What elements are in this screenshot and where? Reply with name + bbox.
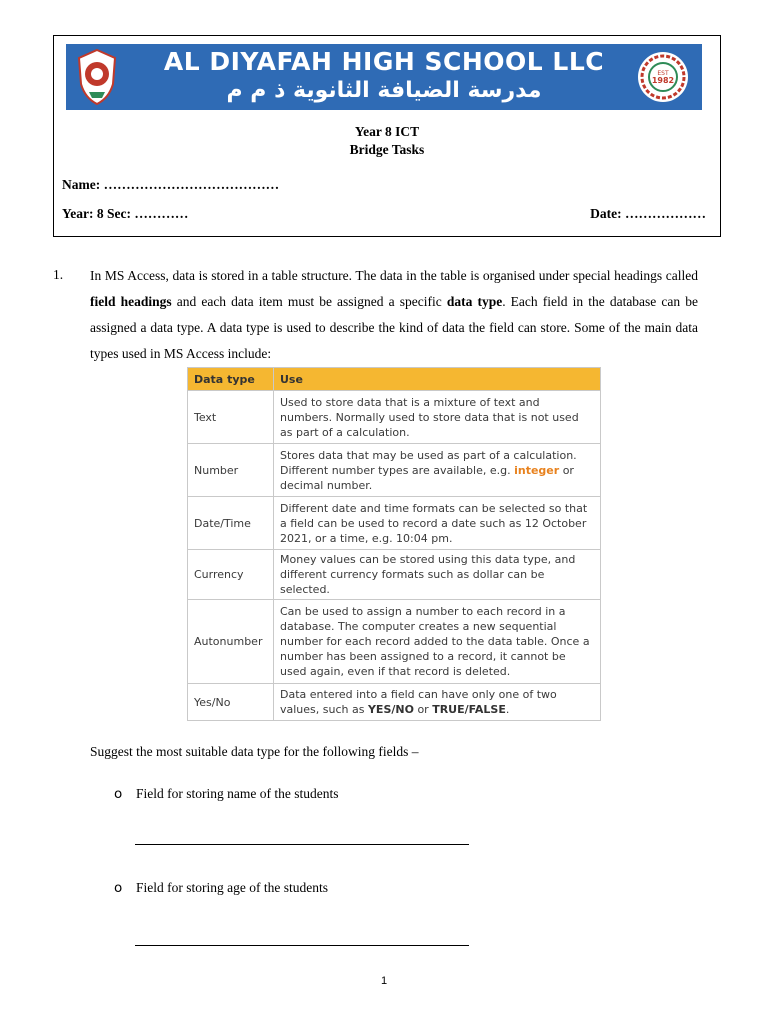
use-text: Data entered into a field can have only one of two values, such as [280, 688, 557, 716]
table-row [188, 600, 601, 684]
title-line-2: Bridge Tasks [349, 142, 425, 157]
use-cell: Different date and time formats can be selected so that a field can be used to record a date such as 12 October 2021, or a time, e.g. 10:04 pm. [274, 497, 601, 550]
table-row [188, 684, 601, 721]
use-text: Stores data that may be used as part of a calculation. Different number types are available, e.g. [280, 448, 577, 477]
school-name-arabic: مدرسة الضيافة الثانوية ذ م م [226, 78, 542, 103]
question-bold-field-headings: field headings [90, 294, 172, 309]
question-text-part2: and each data item must be assigned a specific [171, 294, 447, 309]
answer-line-1[interactable] [135, 844, 469, 845]
question-number: 1. [53, 267, 64, 282]
type-cell: Text [188, 391, 274, 444]
type-cell: Number [188, 444, 274, 497]
logo-est-text: EST [657, 70, 669, 77]
header-box [53, 35, 721, 237]
use-cell: Can be used to assign a number to each record in a database. The computer creates a new sequential number for each record added to the data table. Once a number has been assigned to a record, it cannot be used again, even if that record is deleted. [274, 600, 601, 684]
type-cell: Autonumber [188, 600, 274, 684]
highlight-integer: integer [514, 463, 560, 477]
date-field: Date: ……………… [590, 206, 706, 221]
answer-line-2[interactable] [135, 945, 469, 946]
question-bold-data-type: data type [446, 294, 503, 309]
table-header-row [188, 368, 601, 391]
bullet-icon: o [114, 786, 123, 802]
use-text: . [505, 703, 510, 716]
page-number: 1 [380, 975, 388, 987]
use-cell: Money values can be stored using this data type, and different currency formats such as dollar can be selected. [274, 550, 601, 600]
table-row [188, 391, 601, 444]
use-text: or [413, 703, 433, 716]
table-row [188, 497, 601, 550]
school-banner [66, 44, 702, 110]
title-line-1: Year 8 ICT [354, 124, 420, 139]
use-cell: Used to store data that is a mixture of text and numbers. Normally used to store data that is not used as part of a calculation. [274, 391, 601, 444]
table-row [188, 550, 601, 600]
item-student-name: Field for storing name of the students [136, 786, 339, 801]
school-name-english: AL DIYAFAH HIGH SCHOOL LLC [163, 47, 605, 76]
header-data-type: Data type [188, 368, 274, 391]
question-paragraph [90, 263, 698, 367]
item-student-age: Field for storing age of the students [136, 880, 328, 895]
type-cell: Date/Time [188, 497, 274, 550]
bold-yes-no: YES/NO [367, 703, 414, 716]
year-section-field: Year: 8 Sec: ………… [62, 206, 189, 221]
use-cell [274, 444, 601, 497]
table-row [188, 444, 601, 497]
logo-year-text: 1982 [651, 76, 675, 85]
bullet-icon: o [114, 880, 123, 896]
name-field: Name: ………………………………… [62, 177, 280, 192]
type-cell: Yes/No [188, 684, 274, 721]
question-text-part1: In MS Access, data is stored in a table structure. The data in the table is organised under special headings called [90, 268, 698, 283]
type-cell: Currency [188, 550, 274, 600]
school-crest-left-logo [76, 48, 118, 106]
school-est-1982-logo [636, 50, 690, 104]
use-cell [274, 684, 601, 721]
suggest-instruction: Suggest the most suitable data type for the following fields – [90, 744, 419, 759]
data-types-table [187, 367, 601, 721]
header-use: Use [274, 368, 601, 391]
use-text: or decimal number. [280, 463, 574, 492]
document-title [54, 123, 720, 159]
question-text-part3: . Each field in the database can be assigned a data type. A data type is used to describe the kind of data the field can store. Some of the main data types used in MS Access include: [90, 294, 698, 361]
bold-true-false: TRUE/FALSE [432, 703, 506, 716]
